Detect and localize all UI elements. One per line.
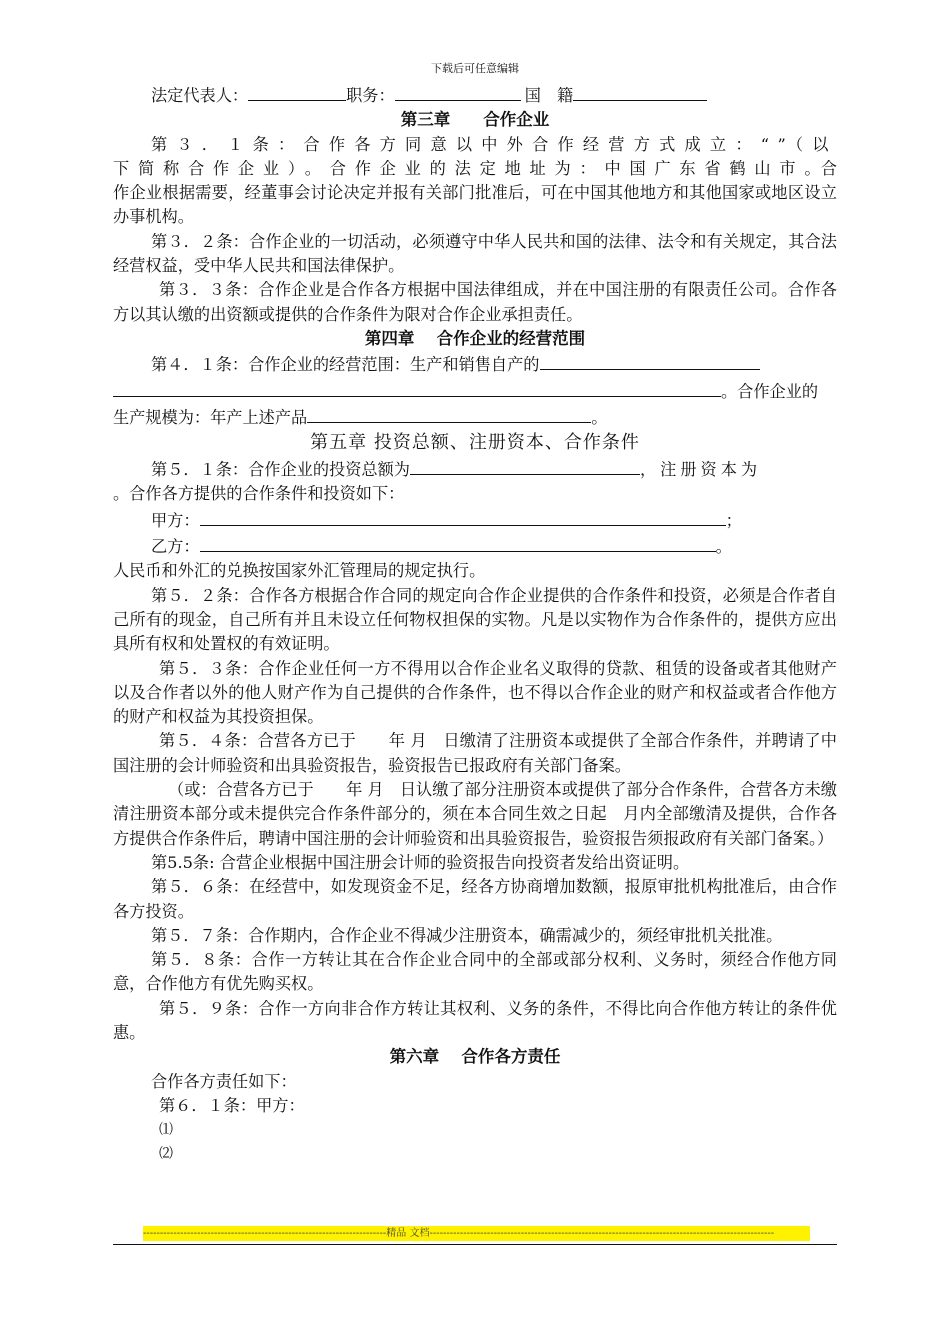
article-4-1 [113,351,837,377]
item-1: ⑴ [159,1122,173,1139]
registered-capital-label: ，注册资本为 [640,460,762,480]
footer-bar: ------------------------------------------------------------------------精品 文档------------------------------------------------------------------------------------------------------ [143,1226,810,1241]
article-5-7: 第５．７条：合作期内，合作企业不得减少注册资本，确需减少的，须经审批机关批准。 [151,925,783,945]
article-5-4: 第５．４条：合营各方已于 年 月 日缴清了注册资本或提供了全部合作条件，并聘请了中国注册的会计师验资和出具验资报告，验资报告已报政府有关部门备案。 [113,731,837,775]
article-5-1 [113,456,837,482]
article-5-6: 第５．６条：在经营中，如发现资金不足，经各方协商增加数额，报原审批机构批准后，由合作各方投资。 [113,877,837,921]
article-5-5: 第5.5条: 合营企业根据中国注册会计师的验资报告向投资者发给出资证明。 [151,852,690,872]
chapter-3-title: 第三章 合作企业 [400,110,550,130]
article-4-1-cont [113,378,837,404]
page-header: 下载后可任意编辑 [431,62,519,75]
party-a-line [113,507,837,533]
article-5-4-alt: （或：合营各方已于 年 月 日认缴了部分注册资本或提供了部分合作条件，合营各方未缴清注册资本部分或未提供完合作条件部分的，须在本合同生效之日起 月内全部缴清及提供，合作各方提供合作条件后，聘请中国注册的会计师验资和出具验资报告，验资报告须报政府有关部门备案。） [113,780,837,848]
party-a-label: 甲方： [151,510,200,530]
party-b-line [113,533,837,559]
article-3-2: 第３．２条：合作企业的一切活动，必须遵守中华人民共和国的法律、法令和有关规定，其合法经营权益，受中华人民共和国法律保护。 [113,231,837,276]
document-page [113,62,837,1166]
business-scope-blank-2 [113,378,721,397]
party-b-label: 乙方： [151,537,200,557]
article-3-1-part3: 。合作企业根据需要，经董事会讨论决定并报有关部门批准后，可在中国其他地方和其他国家或地区设立办事机构。 [113,158,837,227]
article-6-1: 第６．１条：甲方： [159,1095,305,1115]
article-5-9: 第５．９条：合作一方向非合作方转让其权利、义务的条件，不得比向合作他方转让的条件优惠。 [113,998,837,1042]
exchange-note: 人民币和外汇的兑换按国家外汇管理局的规定执行。 [113,561,486,581]
party-a-blank [200,507,726,526]
article-4-1-cont-text: 。合作企业的 [721,381,819,401]
party-b-end: 。 [715,537,732,557]
legal-representative-line [113,82,837,108]
rep-label: 法定代表人： [151,86,249,105]
scale-blank [307,404,591,423]
total-investment-blank [410,456,640,475]
duty-label: 职务： [346,86,395,105]
page-footer [113,1226,837,1245]
article-3-3: 第３．３条：合作企业是合作各方根据中国法律组成，并在中国注册的有限责任公司。合作各方以其认缴的出资额或提供的合作条件为限对合作企业承担责任。 [113,280,837,324]
rep-blank [248,82,346,101]
nationality-label: 国 籍 [524,86,574,105]
footer-rule [113,1244,837,1245]
nationality-blank [573,82,707,101]
responsibilities-intro: 合作各方责任如下： [151,1071,297,1091]
party-a-end: ； [725,510,742,530]
scale-end: 。 [591,407,608,427]
article-5-8: 第５．８条：合作一方转让其在合作企业合同中的全部或部分权利、义务时，须经合作他方同意，合作他方有优先购买权。 [113,950,837,994]
duty-blank [395,82,521,101]
article-4-1-text: 第４．１条：合作企业的经营范围：生产和销售自产的 [151,355,540,375]
chapter-6-title: 第六章 合作各方责任 [389,1047,561,1067]
business-scope-blank [540,351,760,370]
total-investment-label: 第５．１条：合作企业的投资总额为 [151,460,410,480]
article-3-1-part2: ”（以下简称合作企业）。合作企业的法定地址为：中国广东省鹤山市 [113,134,837,178]
scale-label: 生产规模为：年产上述产品 [113,407,308,427]
article-3-1-part1: 第３．１条：合作各方同意以中外合作经营方式成立：“ [151,134,778,154]
party-b-blank [200,533,716,552]
article-5-3: 第５．３条：合作企业任何一方不得用以合作企业名义取得的贷款、租赁的设备或者其他财产以及合作者以外的他人财产作为自己提供的合作条件，也不得以合作企业的财产和权益或者合作他方的财产和权益为其投资担保。 [113,658,837,727]
article-3-1 [113,133,837,230]
chapter-4-title: 第四章 合作企业的经营范围 [364,328,586,348]
chapter-5-title: 第五章 投资总额、注册资本、合作条件 [310,432,640,454]
article-5-2: 第５．２条：合作各方根据合作合同的规定向合作企业提供的合作条件和投资，必须是合作者自己所有的现金，自己所有并且未设立任何物权担保的实物。凡是以实物作为合作条件的，提供方应出具所有权和处置权的有效证明。 [113,585,837,654]
article-5-1-cont: 。合作各方提供的合作条件和投资如下： [113,484,405,504]
item-2: ⑵ [159,1146,173,1163]
article-4-1-scale [113,404,837,430]
